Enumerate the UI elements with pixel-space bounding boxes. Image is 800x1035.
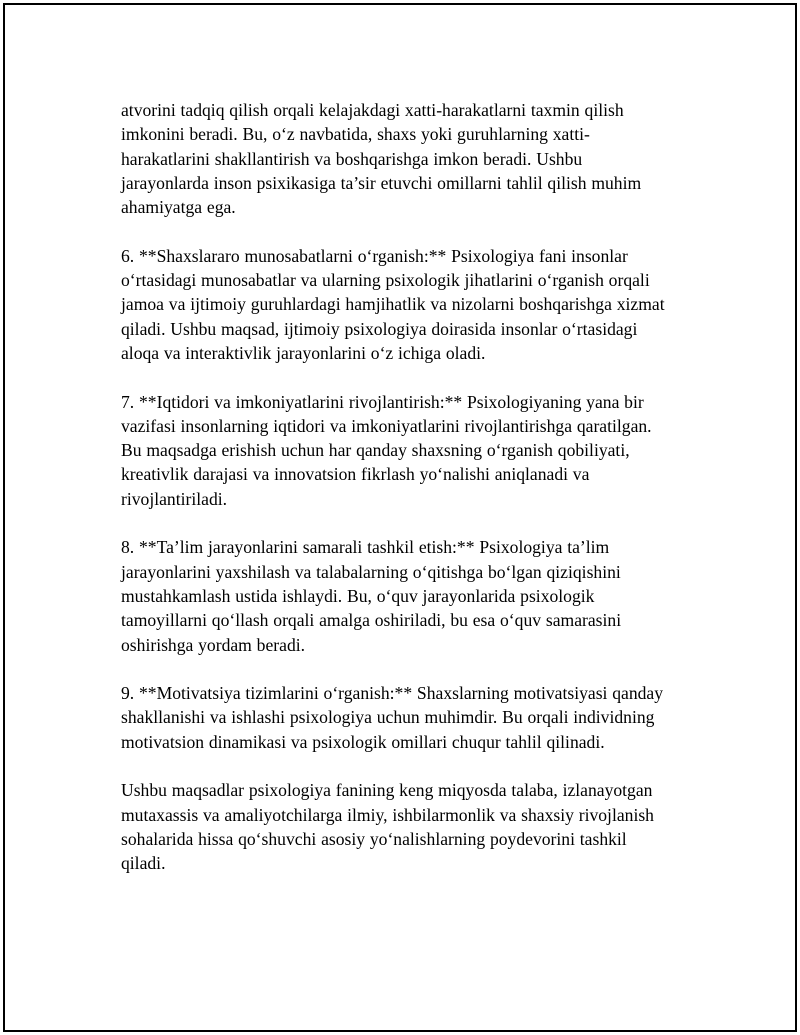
paragraph-item-8: 8. **Ta’lim jarayonlarini samarali tashkil etish:** Psixologiya ta’lim jarayonlarini yaxshilash va talabalarning o‘qitishga bo‘lgan qiziqishini mustahkamlash ustida ishlaydi. Bu, o‘quv jarayonlarida psixologik tamoyillarni qo‘llash orqali amalga oshiriladi, bu esa o‘quv samarasini oshirishga yordam beradi.: [121, 537, 622, 655]
paragraph-item-7: 7. **Iqtidori va imkoniyatlarini rivojlantirish:** Psixologiyaning yana bir vazifasi insonlarning iqtidori va imkoniyatlarini rivojlantirishga qaratilgan. Bu maqsadga erishish uchun har qanday shaxsning o‘rganish qobiliyati, kreativlik darajasi va innovatsion fikrlash yo‘nalishi aniqlanadi va rivojlantiriladi.: [121, 391, 652, 509]
paragraph-item-6: 6. **Shaxslararo munosabatlarni o‘rganish:** Psixologiya fani insonlar o‘rtasidagi munosabatlar va ularning psixologik jihatlarini o‘rganish orqali jamoa va ijtimoiy guruhlardagi hamjihatlik va nizolarni boshqarishga xizmat qiladi. Ushbu maqsad, ijtimoiy psixologiya doirasida insonlar o‘rtasidagi aloqa va interaktivlik jarayonlarini o‘z ichiga oladi.: [121, 245, 665, 363]
page-frame: [3, 3, 797, 1032]
document-body: [121, 98, 711, 900]
paragraph-conclusion: Ushbu maqsadlar psixologiya fanining keng miqyosda talaba, izlanayotgan mutaxassis va amaliyotchilarga ilmiy, ishbilarmonlik va shaxsiy rivojlanish sohalarida hissa qo‘shuvchi asosiy yo‘nalishlarning poydevorini tashkil qiladi.: [121, 780, 654, 874]
paragraph-item-9: 9. **Motivatsiya tizimlarini o‘rganish:** Shaxslarning motivatsiyasi qanday shakllanishi va ishlashi psixologiya uchun muhimdir. Bu orqali individning motivatsion dinamikasi va psixologik omillari chuqur tahlil qilinadi.: [121, 683, 664, 752]
paragraph-intro-continuation: atvorini tadqiq qilish orqali kelajakdagi xatti-harakatlarni taxmin qilish imkonini beradi. Bu, o‘z navbatida, shaxs yoki guruhlarning xatti- harakatlarini shakllantirish va boshqarishga imkon beradi. Ushbu jarayonlarda inson psixikasiga ta’sir etuvchi omillarni tahlil qilish muhim ahamiyatga ega.: [121, 100, 642, 218]
